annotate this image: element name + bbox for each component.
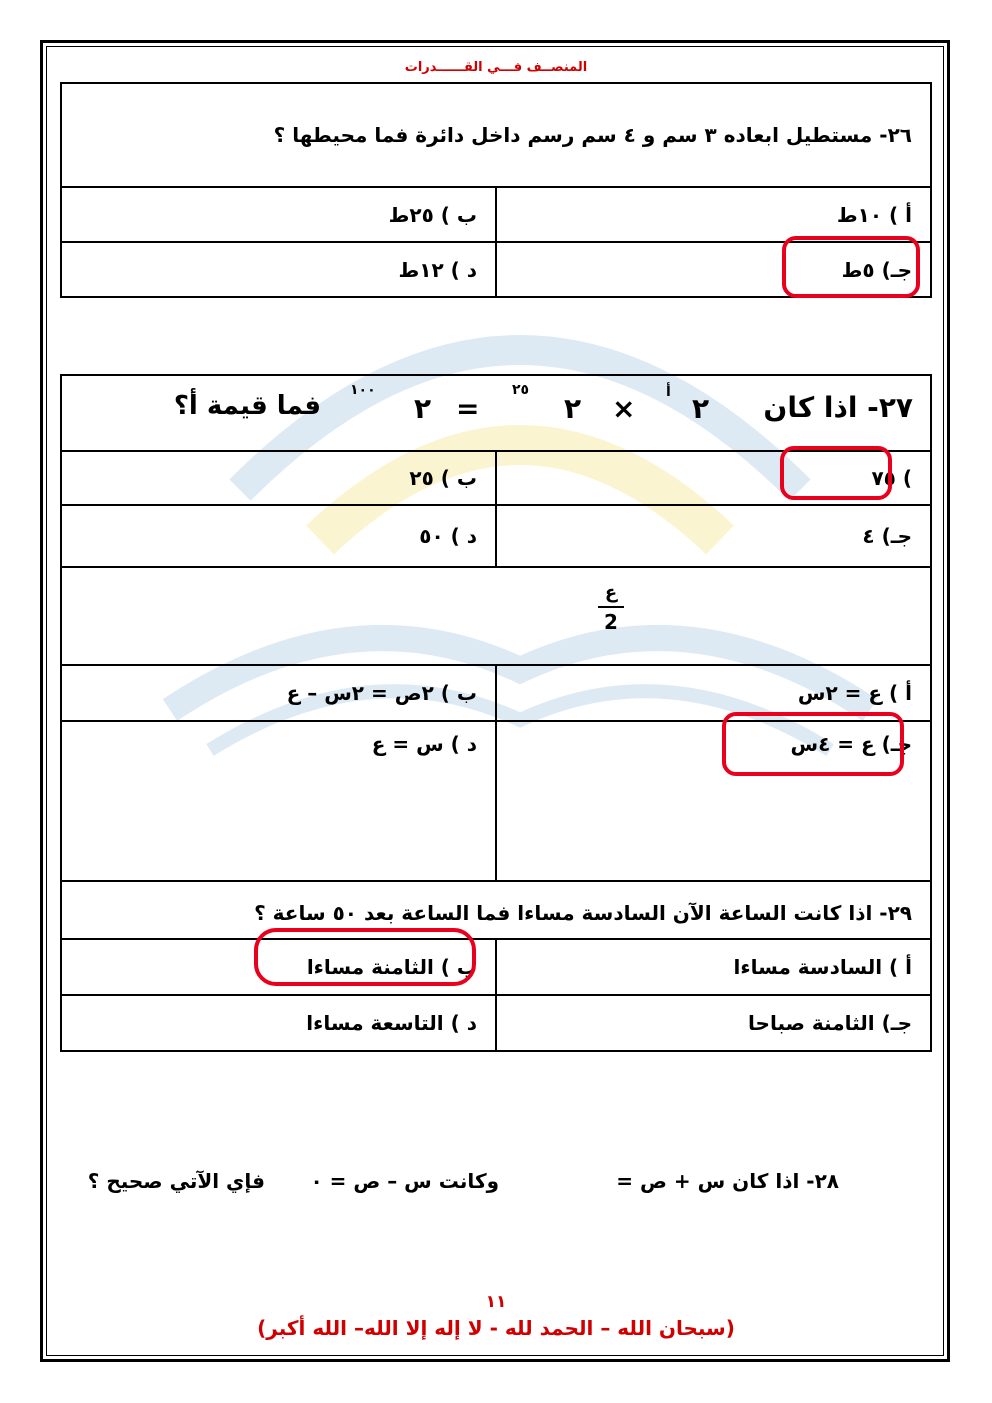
q28-fraction-denominator: 2 — [604, 610, 618, 634]
page-header: المنصــف فـــي القــــــدرات — [404, 60, 588, 75]
question-29-option-b: ب ) الثامنة مساءا — [61, 939, 496, 995]
question-28-option-a: أ ) ع = ٢س — [496, 665, 931, 721]
question-27-option-b: ب ) ٢٥ — [61, 451, 496, 505]
question-27-option-d: د ) ٥٠ — [61, 505, 496, 567]
q27-base-1: ٢ — [692, 392, 710, 425]
question-26-option-b: ب ) ٢٥ط — [61, 187, 496, 242]
q28-fraction-numerator: ع — [604, 582, 618, 603]
question-29-option-a: أ ) السادسة مساءا — [496, 939, 931, 995]
answer-circle-26 — [782, 236, 920, 298]
q28-fraction-bar — [598, 606, 624, 608]
question-27-suffix: فما قيمة أ؟ — [173, 391, 321, 421]
q27-times-sign: × — [612, 392, 636, 425]
question-26-option-a: أ ) ١٠ط — [496, 187, 931, 242]
question-28-option-d: د ) س = ع — [61, 721, 496, 881]
question-29-stem: ٢٩- اذا كانت الساعة الآن السادسة مساءا فما الساعة بعد ٥٠ ساعة ؟ — [61, 881, 931, 939]
question-28-part-3: فإي الآتي صحيح ؟ — [87, 1169, 265, 1193]
question-29 — [60, 880, 932, 1052]
question-27-option-c: جـ) ٤ — [496, 505, 931, 567]
question-27-prefix: ٢٧- اذا كان — [763, 391, 913, 424]
question-26-option-c: جـ) ٥ط — [496, 242, 931, 297]
q27-base-2: ٢ — [564, 392, 582, 425]
question-28-option-c: جـ) ع = ٤س — [496, 721, 931, 881]
q27-exponent-2: ٢٥ — [512, 382, 530, 398]
question-28-part-2: وكانت س – ص = ٠ — [310, 1169, 499, 1193]
answer-circle-29 — [254, 928, 476, 986]
q27-exponent-3: ١٠٠ — [350, 382, 376, 398]
answer-circle-28 — [722, 712, 904, 776]
page-number: ١١ — [485, 1292, 507, 1312]
q27-equals-sign: = — [456, 392, 480, 425]
q28-fraction — [598, 582, 624, 634]
q27-base-3: ٢ — [414, 392, 432, 425]
footer-text: (سبحان الله – الحمد لله - لا إله إلا الله– الله أكبر) — [257, 1316, 735, 1340]
question-29-option-c: جـ) الثامنة صباحا — [496, 995, 931, 1051]
question-28-option-b: ب ) ٢ص = ٢س – ع — [61, 665, 496, 721]
question-29-option-d: د ) التاسعة مساءا — [61, 995, 496, 1051]
question-27-stem — [61, 375, 931, 451]
question-26-option-d: د ) ١٢ط — [61, 242, 496, 297]
question-26-stem: ٢٦- مستطيل ابعاده ٣ سم و ٤ سم رسم داخل دائرة فما محيطها ؟ — [61, 83, 931, 187]
q27-exponent-1: أ — [666, 384, 671, 400]
question-27-option-a: ) ٧٥ — [496, 451, 931, 505]
answer-circle-27 — [780, 446, 892, 500]
question-28-part-1: ٢٨- اذا كان س + ص = — [616, 1169, 839, 1193]
